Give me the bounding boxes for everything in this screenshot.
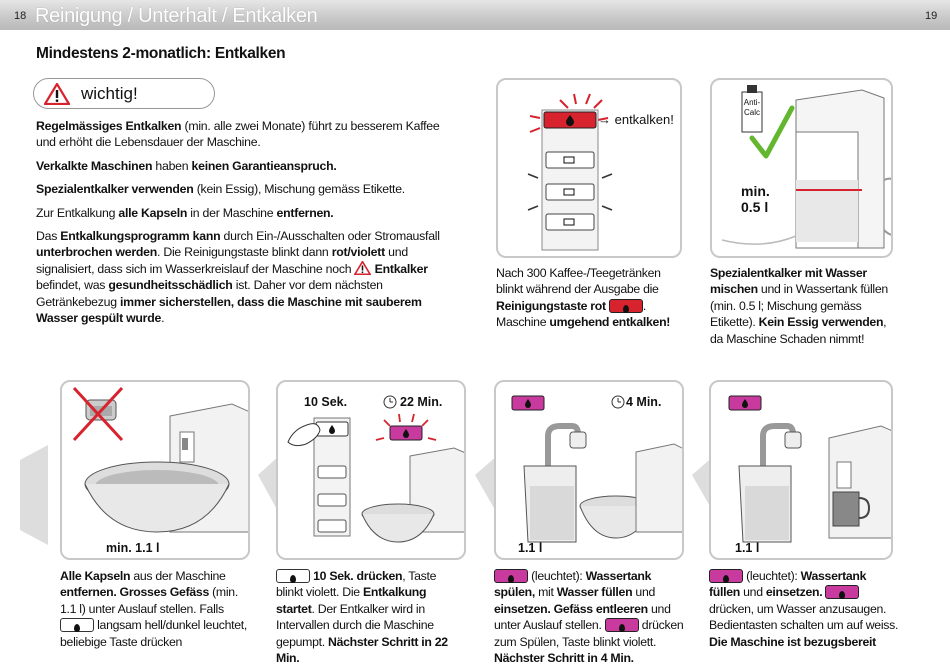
panel1-caption: Nach 300 Kaffee-/Teegetränken blinkt während der Ausgabe die Reinigungstaste rot . Maschine umgehend entkalken! xyxy=(496,266,671,330)
header-bar xyxy=(0,0,950,30)
violet-button-glyph xyxy=(605,618,639,632)
bowl-illustration xyxy=(62,382,250,560)
bottle-label: Anti- Calc xyxy=(743,98,761,117)
time-4min-label: 4 Min. xyxy=(626,395,662,409)
volume-label: 0.5 l xyxy=(741,199,769,215)
panel-rinse xyxy=(494,380,684,560)
alert-label: → entkalken! xyxy=(598,112,674,127)
refill-illustration xyxy=(711,382,893,560)
panel-start-descaling xyxy=(276,380,466,560)
intro-text: Regelmässiges Entkalken (min. alle zwei Monate) führt zu besserem Kaffee und erhöht die Lebensdauer der Maschine. Verkalkte Maschinen haben keinen Garantieanspruch. Spezialentkalker verwenden (kein Essig), Mischung gemäss Etikette. Zur Entkalkung alle Kapseln in der Maschine entfernen. Das Entkalkungsprogramm kann durch Ein-/Ausschalten oder Stromausfall unterbrochen werden. Die Reinigungstaste blinkt dann rot/violett und signalisiert, dass sich im Wasserkreislauf der Maschine noch Entkalker befindet, was gesundheitsschädlich ist. Daher vor dem nächsten Getränkebezug immer sicherstellen, dass die Maschine mit sauberem Wasser gespült wurde. xyxy=(36,119,440,326)
panel-red-button xyxy=(496,78,682,258)
machine-tank-illustration xyxy=(712,80,893,258)
violet-button-glyph xyxy=(494,569,528,583)
warning-label: wichtig! xyxy=(81,84,138,103)
white-button-glyph xyxy=(60,618,94,632)
panel3-caption: Alle Kapseln aus der Maschine entfernen. Grosses Gefäss (min. 1.1 l) unter Auslauf stellen. Falls langsam hell/dunkel leuchtet, beliebige Taste drücken xyxy=(60,569,248,649)
time-22min-label: 22 Min. xyxy=(400,395,443,409)
panel-refill xyxy=(709,380,893,560)
volume-label: 1.1 l xyxy=(735,541,760,555)
red-button-glyph xyxy=(609,299,643,313)
section-title: Mindestens 2-monatlich: Entkalken xyxy=(36,45,286,62)
panel6-caption: (leuchtet): Wassertank füllen und einsetzen. drücken, um Wasser anzusaugen. Bedientasten schalten um auf weiss. Die Maschine ist bezugsbereit xyxy=(709,569,899,649)
warning-callout xyxy=(33,78,215,109)
clock-icon xyxy=(612,396,624,408)
violet-button-glyph xyxy=(825,585,859,599)
violet-button-glyph xyxy=(709,569,743,583)
time-10s-label: 10 Sek. xyxy=(304,395,348,409)
panel5-caption: (leuchtet): Wassertank spülen, mit Wasser füllen und einsetzen. Gefäss entleeren und unter Auslauf stellen. drücken zum Spülen, Taste blinkt violett. Nächster Schritt in 4 Min. xyxy=(494,569,684,666)
panel4-caption: 10 Sek. drücken, Taste blinkt violett. Die Entkalkung startet. Der Entkalker wird in Intervallen durch die Maschine gepumpt. Nächster Schritt in 22 Min. xyxy=(276,569,448,666)
control-panel-illustration xyxy=(498,80,682,258)
warning-icon xyxy=(354,261,371,275)
panel-remove-capsules xyxy=(60,380,250,560)
white-button-glyph xyxy=(276,569,310,583)
page-number-left: 18 xyxy=(14,10,27,22)
min-label: min. xyxy=(741,183,770,199)
page-title: Reinigung / Unterhalt / Entkalken xyxy=(35,5,318,27)
min-volume-label: min. 1.1 l xyxy=(106,541,160,555)
panel2-caption: Spezialentkalker mit Wasser mischen und in Wassertank füllen (min. 0.5 l; Mischung gemäss Etikette). Kein Essig verwenden, da Maschine Schaden nimmt! xyxy=(710,266,888,346)
no-capsule-icon xyxy=(74,388,122,440)
page-number-right: 19 xyxy=(925,10,938,22)
panel-descaler xyxy=(710,78,893,258)
clock-icon xyxy=(384,396,396,408)
volume-label: 1.1 l xyxy=(518,541,543,555)
warning-icon xyxy=(44,83,70,105)
